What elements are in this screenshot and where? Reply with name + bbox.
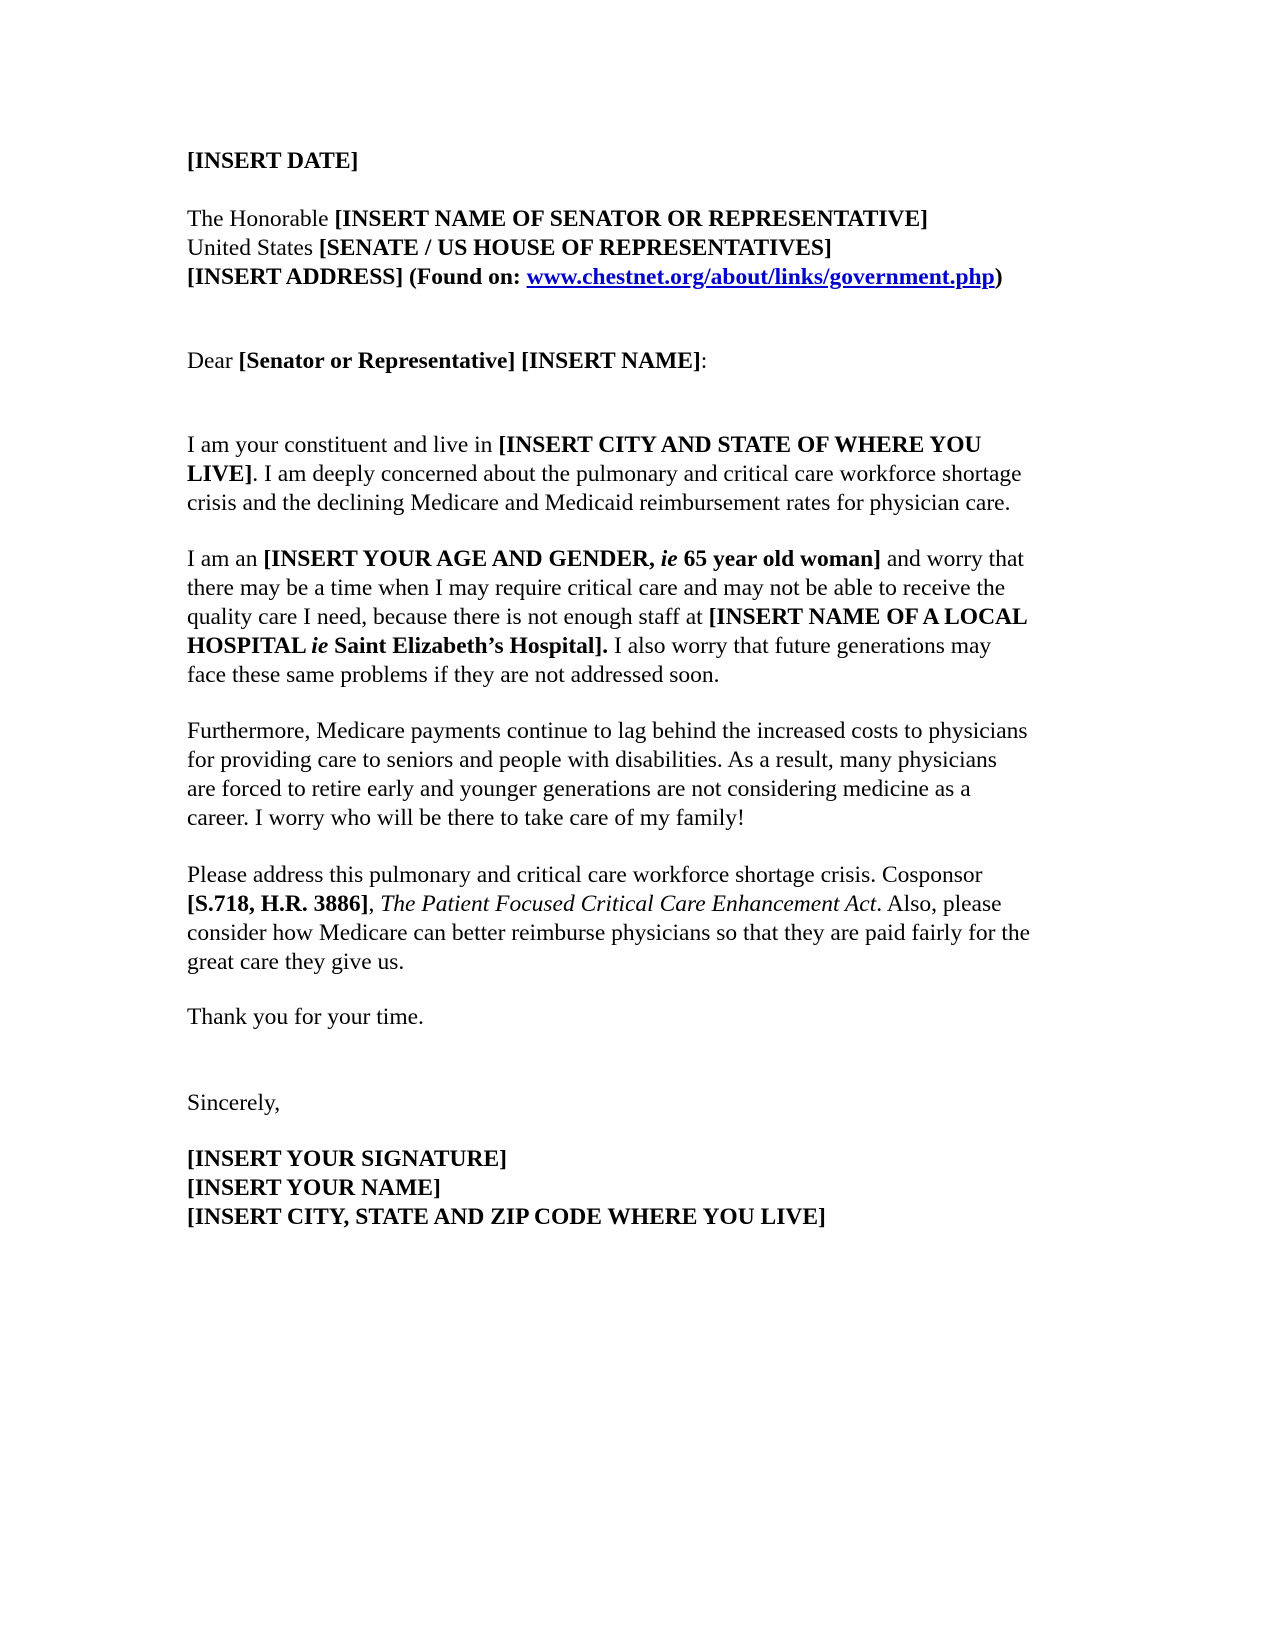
- salutation-suffix: :: [700, 348, 708, 374]
- text-run: . I am deeply concerned about the pulmonary and critical care workforce shortage: [252, 461, 1022, 487]
- country-prefix: United States: [187, 235, 319, 261]
- bill-numbers: [S.718, H.R. 3886]: [187, 891, 369, 917]
- text-run: . Also, please: [876, 891, 1002, 917]
- recipient-chamber-line: [187, 234, 1087, 263]
- age-gender-placeholder: [INSERT YOUR AGE AND GENDER,: [263, 546, 661, 572]
- thanks-line: [187, 1003, 1087, 1032]
- paragraph-line: face these same problems if they are not addressed soon.: [187, 662, 720, 688]
- paragraph-line: [187, 545, 1087, 574]
- paragraph-line: [187, 431, 1087, 460]
- date-line: [187, 147, 1087, 176]
- closing-line: [187, 1089, 1087, 1118]
- government-links-link[interactable]: www.chestnet.org/about/links/government.php: [526, 264, 995, 290]
- paragraph-line: crisis and the declining Medicare and Medicaid reimbursement rates for physician care.: [187, 490, 1011, 516]
- paragraph-line: consider how Medicare can better reimburse physicians so that they are paid fairly for the: [187, 920, 1031, 946]
- paragraph-line: [187, 890, 1087, 919]
- hospital-placeholder: [INSERT NAME OF A LOCAL: [708, 604, 1028, 630]
- text-run: I am an: [187, 546, 264, 572]
- paragraph-line: for providing care to seniors and people with disabilities. As a result, many physicians: [187, 747, 997, 773]
- ie-italic: ie: [311, 633, 329, 659]
- recipient-address-line: [187, 263, 1087, 292]
- text-run: I am your constituent and live in: [187, 432, 499, 458]
- paragraph-age-gender: [187, 545, 1087, 690]
- paragraph-medicare: [187, 717, 1087, 833]
- paragraph-line: are forced to retire early and younger generations are not considering medicine as a: [187, 776, 971, 802]
- honorable-prefix: The Honorable: [187, 206, 335, 232]
- act-title: The Patient Focused Critical Care Enhancement Act: [380, 891, 877, 917]
- paragraph-line: [187, 632, 1087, 661]
- paragraph-line: great care they give us.: [187, 949, 405, 975]
- city-state-placeholder: [INSERT CITY AND STATE OF WHERE YOU: [498, 432, 982, 458]
- paragraph-line: career. I worry who will be there to take care of my family!: [187, 805, 745, 831]
- chamber-placeholder: [SENATE / US HOUSE OF REPRESENTATIVES]: [318, 235, 832, 261]
- recipient-name-line: [187, 205, 1087, 234]
- address-suffix: ): [994, 264, 1003, 290]
- hospital-placeholder-cont: HOSPITAL: [187, 633, 312, 659]
- text-run: and worry that: [880, 546, 1024, 572]
- paragraph-line: Furthermore, Medicare payments continue to lag behind the increased costs to physicians: [187, 718, 1028, 744]
- signature-placeholder: [INSERT YOUR SIGNATURE]: [187, 1146, 507, 1172]
- text-run: ,: [368, 891, 381, 917]
- salutation-prefix: Dear: [187, 348, 239, 374]
- hospital-example: Saint Elizabeth’s Hospital].: [328, 633, 609, 659]
- recipient-block: [187, 205, 1087, 292]
- address-placeholder: [INSERT ADDRESS] (Found on:: [187, 264, 527, 290]
- paragraph-line: there may be a time when I may require critical care and may not be able to receive the: [187, 575, 1006, 601]
- closing-text: Sincerely,: [187, 1090, 281, 1116]
- name-placeholder: [INSERT YOUR NAME]: [187, 1175, 441, 1201]
- ie-italic: ie: [660, 546, 678, 572]
- location-placeholder: [INSERT CITY, STATE AND ZIP CODE WHERE YOU LIVE]: [187, 1204, 826, 1230]
- thanks-text: Thank you for your time.: [187, 1004, 424, 1030]
- salutation: [187, 347, 1087, 376]
- salutation-placeholder: [Senator or Representative] [INSERT NAME]: [238, 348, 701, 374]
- text-run: I also worry that future generations may: [608, 633, 992, 659]
- city-state-placeholder-end: LIVE]: [187, 461, 253, 487]
- date-placeholder: [INSERT DATE]: [187, 148, 359, 174]
- paragraph-line: Please address this pulmonary and critical care workforce shortage crisis. Cosponsor: [187, 862, 983, 888]
- paragraph-request: [187, 861, 1087, 977]
- recipient-name-placeholder: [INSERT NAME OF SENATOR OR REPRESENTATIVE]: [334, 206, 928, 232]
- text-run: quality care I need, because there is not enough staff at: [187, 604, 709, 630]
- age-gender-example: 65 year old woman]: [677, 546, 881, 572]
- signature-block: [187, 1145, 1087, 1232]
- paragraph-constituent: [187, 431, 1087, 518]
- paragraph-line: [187, 603, 1087, 632]
- paragraph-line: [187, 460, 1087, 489]
